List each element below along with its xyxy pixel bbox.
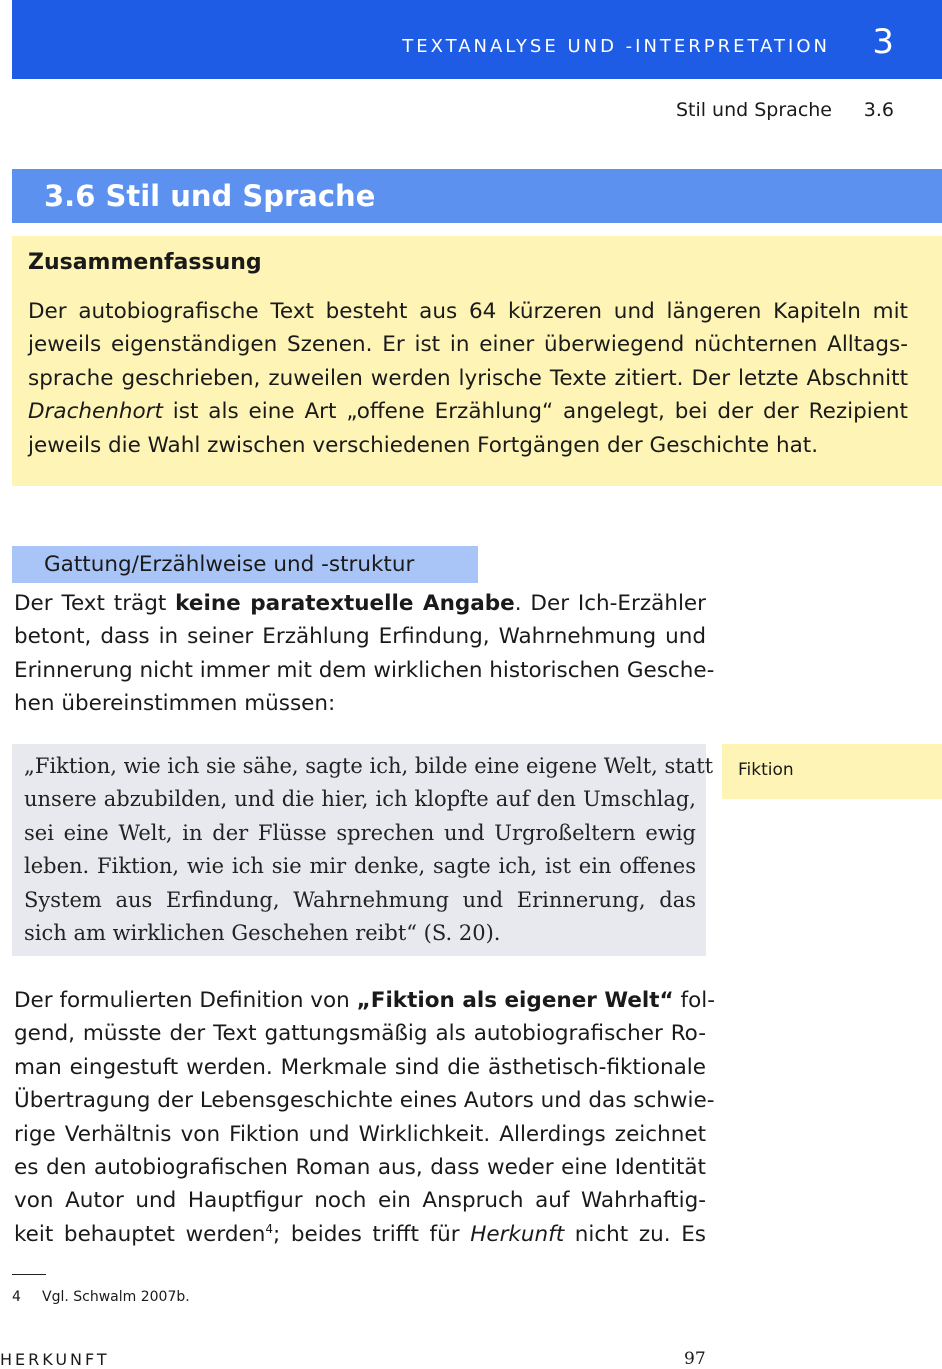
summary-heading: Zusammenfassung [28, 250, 262, 275]
margin-note: Fiktion [738, 760, 794, 780]
emphasis-bold: keine paratextuelle Angabe [175, 591, 515, 616]
body-line: Der Text trägt keine paratextuelle Angabe. Der Ich-Erzähler [14, 591, 706, 616]
summary-line: sprache geschrieben, zuweilen werden lyrische Texte zitiert. Der letzte Abschnitt [28, 365, 908, 391]
chapter-number: 3 [872, 22, 894, 62]
work-title-italic: Herkunft [470, 1221, 565, 1247]
section-title: 3.6 Stil und Sprache [44, 179, 376, 213]
footnote [12, 1289, 190, 1305]
quote-line: System aus Erfindung, Wahrnehmung und Erinnerung, das [24, 887, 696, 912]
footnote-divider [12, 1274, 46, 1275]
running-section-number: 3.6 [863, 99, 894, 121]
summary-line: jeweils die Wahl zwischen verschiedenen Fortgängen der Geschichte hat. [28, 432, 819, 458]
footer-book-title: HERKUNFT [0, 1350, 110, 1369]
body-line: hen übereinstimmen müssen: [14, 691, 336, 717]
quote-line: leben. Fiktion, wie ich sie mir denke, sagte ich, ist ein offenes [24, 854, 696, 879]
summary-line: Drachenhort ist als eine Art „offene Erzählung“ angelegt, bei der der Rezipient [28, 399, 908, 425]
summary-text [28, 295, 908, 462]
quote-line: sich am wirklichen Geschehen reibt“ (S. 20). [24, 921, 501, 946]
body-line: man eingestuft werden. Merkmale sind die ästhetisch-fiktionale [14, 1054, 706, 1080]
running-title: Stil und Sprache [675, 99, 832, 121]
body-line: es den autobiografischen Roman aus, dass weder eine Identität [14, 1155, 706, 1181]
quote-line: sei eine Welt, in der Flüsse sprechen und Urgroßeltern ewig [24, 820, 696, 845]
subsection-heading: Gattung/Erzählweise und -struktur [44, 552, 415, 577]
body-line: gend, müsste der Text gattungsmäßig als autobiografischer Ro- [14, 1021, 706, 1047]
chapter-label: TEXTANALYSE UND -INTERPRETATION [402, 36, 830, 57]
body-line: Erinnerung nicht immer mit dem wirklichen historischen Gesche- [14, 657, 715, 683]
work-title-italic: Drachenhort [28, 399, 163, 425]
footnote-reference[interactable]: 4 [265, 1221, 274, 1236]
body-line: Der formulierten Definition von „Fiktion als eigener Welt“ fol- [14, 988, 715, 1013]
page-number: 97 [684, 1349, 706, 1369]
summary-line: jeweils eigenständigen Szenen. Er ist in einer überwiegend nüchternen Alltags- [28, 332, 908, 358]
body-line: betont, dass in seiner Erzählung Erfindung, Wahrnehmung und [14, 624, 706, 650]
body-line: rige Verhältnis von Fiktion und Wirklichkeit. Allerdings zeichnet [14, 1121, 706, 1147]
body-line: von Autor und Hauptfigur noch ein Anspruch auf Wahrhaftig- [14, 1188, 706, 1214]
footnote-number: 4 [12, 1289, 21, 1305]
block-quote [24, 750, 714, 950]
body-paragraph [14, 984, 715, 1251]
body-line: Übertragung der Lebensgeschichte eines Autors und das schwie- [14, 1088, 715, 1114]
summary-line: Der autobiografische Text besteht aus 64 kürzeren und längeren Kapiteln mit [28, 299, 908, 324]
emphasis-bold: „Fiktion als eigener Welt“ [356, 988, 674, 1013]
quote-line: unsere abzubilden, und die hier, ich klopfte auf den Umschlag, [24, 787, 696, 812]
footnote-text: Vgl. Schwalm 2007b. [42, 1289, 190, 1305]
body-paragraph [14, 587, 715, 721]
body-line: keit behauptet werden$^4$; beides trifft für Herkunft nicht zu. Es [14, 1221, 706, 1247]
quote-line: „Fiktion, wie ich sie sähe, sagte ich, bilde eine eigene Welt, statt [24, 754, 714, 778]
